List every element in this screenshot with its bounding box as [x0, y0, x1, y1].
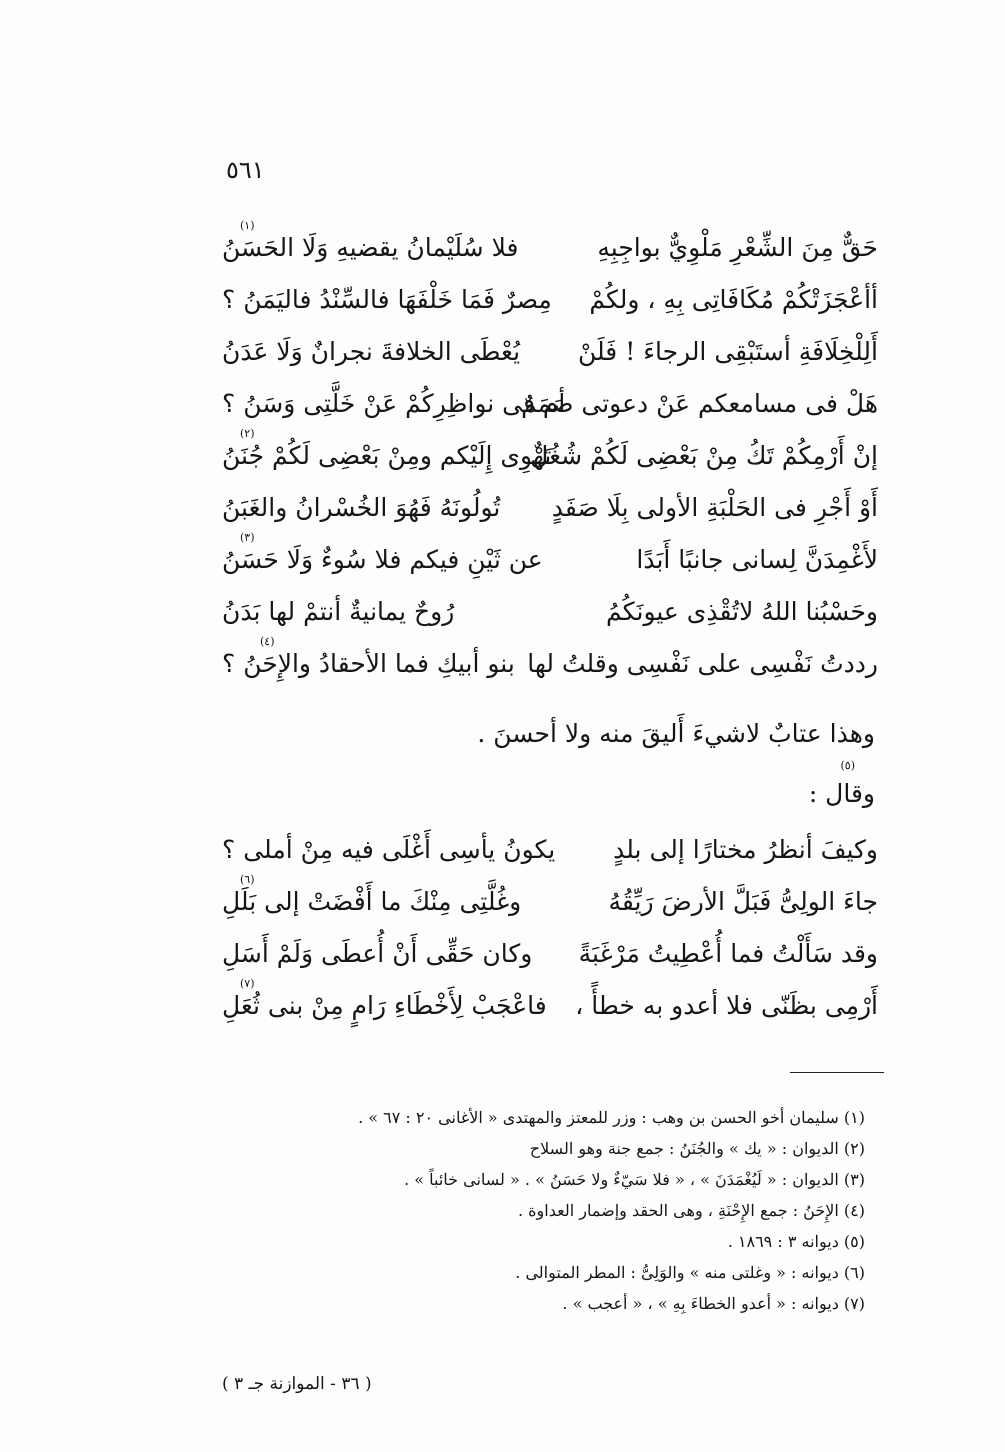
- footnote: (٥) ديوانه ٣ : ١٨٦٩ .: [727, 1232, 865, 1251]
- footnote-marker: (٥): [840, 759, 855, 772]
- footnote: (٤) الإِحَنُ : جمع الإِحْنَةِ ، وهى الحقد وإضمار العداوة .: [518, 1201, 865, 1220]
- footnote: (٢) الديوان : « يك » والجُنَنُ : جمع جنة وهو السلاح: [529, 1139, 865, 1158]
- verse-left-hemistich: أم فى نواظِرِكُمْ عَنْ خَلَّتِى وَسَنُ ؟: [222, 389, 566, 418]
- verse-right-hemistich: لأَغْمِدَنَّ لِسانى جانبًا أَبَدًا: [636, 545, 878, 574]
- verse-left-hemistich: وغُلَّتِى مِنْكَ ما أَفْضَتْ إلى بَلَلِ: [222, 887, 522, 916]
- verse-left-hemistich: تُولُونَهُ فَهُوَ الخُسْرانُ والغَبَنُ: [222, 493, 501, 522]
- verse-left-hemistich: فاعْجَبْ لِأَخْطَاءِ رَامٍ مِنْ بنى ثُعَلِ: [222, 991, 547, 1020]
- footnote-marker: (٢): [240, 427, 255, 440]
- footnotes: [245, 1102, 865, 1319]
- verse-line: [222, 830, 878, 882]
- page-number: ٥٦١: [226, 156, 265, 184]
- verse-line: [222, 219, 878, 280]
- verse-right-hemistich: وقد سَأَلْتُ فما أُعْطِيتُ مَرْغَبَةً: [578, 939, 878, 968]
- verse-line: [222, 934, 878, 986]
- verse-line: [222, 332, 878, 384]
- verse-line: [222, 592, 878, 644]
- footnote: (٣) الديوان : « لَيُغْمَدَنَ » ، « فلا سَيّءٌ ولا حَسَنُ » . « لسانى خائباً » .: [404, 1170, 865, 1189]
- verse-right-hemistich: جاءَ الولِىُّ فَبَلَّ الأرضَ رَيِّقُهُ: [608, 887, 878, 916]
- verse-left-hemistich: يكونُ يأسِى أَغْلَى فيه مِنْ أملى ؟: [222, 835, 556, 864]
- verse-right-hemistich: وكيفَ أنظرُ مختارًا إلى بلدٍ: [613, 835, 878, 864]
- footnote-marker: (٤): [260, 635, 275, 648]
- footnote-marker: (٦): [240, 873, 255, 886]
- footnote-divider: [790, 1072, 884, 1073]
- verse-right-hemistich: أأعْجَزَتْكُمْ مُكَافَاتِى بِهِ ، ولكُمْ: [589, 285, 878, 314]
- verse-line: [222, 977, 878, 1038]
- prose-line: وقال :: [808, 779, 875, 808]
- verse-left-hemistich: مِصرٌ فَمَا خَلْفَهَا فالسِّنْدُ فاليَمَنُ ؟: [222, 285, 552, 314]
- verse-left-hemistich: وكان حَقِّى أَنْ أُعطَى وَلَمْ أَسَلِ: [222, 939, 533, 968]
- verse-line: [222, 531, 878, 592]
- verse-right-hemistich: رددتُ نَفْسِى على نَفْسِى وقلتُ لها: [527, 649, 878, 678]
- verse-line: [222, 873, 878, 934]
- verse-right-hemistich: حَقٌّ مِنَ الشِّعْرِ مَلْوِيٌّ بواجِبِهِ: [597, 233, 878, 262]
- verse-right-hemistich: وحَسْبُنا اللهُ لاتُقْذِى عيونَكُمُ: [606, 597, 878, 626]
- footnote: (٦) ديوانه : « وغلتى منه » والوَلِىُّ : المطر المتوالى .: [515, 1263, 865, 1282]
- poem-second: [222, 830, 878, 1038]
- verse-left-hemistich: تَهْوِى إِلَيْكم ومِنْ بَعْضِى لَكُمْ جُنَنُ: [222, 441, 552, 470]
- footnote: (١) سليمان أخو الحسن بن وهب : وزر للمعتز والمهتدى « الأغانى ٢٠ : ٦٧ » .: [358, 1108, 865, 1127]
- verse-line: [222, 384, 878, 436]
- footnote-marker: (١): [240, 219, 255, 232]
- verse-right-hemistich: أَوْ أَجْرِ فى الحَلْبَةِ الأولى بِلَا صَفَدٍ: [551, 493, 878, 522]
- verse-line: [222, 427, 878, 488]
- footnote: (٧) ديوانه : « أعدو الخطاءَ بِهِ » ، « أعجب » .: [562, 1294, 865, 1313]
- verse-left-hemistich: بنو أبيكِ فما الأحقادُ والإِحَنُ ؟: [222, 649, 515, 678]
- poem-first: [222, 219, 878, 696]
- signature-mark: ( ٣٦ - الموازنة جـ ٣ ): [222, 1374, 372, 1394]
- verse-right-hemistich: إنْ أَرْمِكُمْ تَكُ مِنْ بَعْضِى لَكُمْ شُغُلٌ: [530, 441, 878, 470]
- verse-line: [222, 280, 878, 332]
- verse-left-hemistich: يُعْطَى الخلافةَ نجرانٌ وَلَا عَدَنُ: [222, 337, 521, 366]
- prose-line: وهذا عتابٌ لاشيءَ أَليقَ منه ولا أحسنَ .: [477, 719, 875, 748]
- footnote-marker: (٣): [240, 531, 255, 544]
- verse-line: [222, 488, 878, 540]
- verse-right-hemistich: هَلْ فى مسامعكم عَنْ دعوتى صَمَمٌ: [521, 389, 878, 418]
- verse-right-hemistich: أَرْمِى بظَنّى فلا أعدو به خطأً ،: [575, 991, 878, 1020]
- verse-left-hemistich: رُوحٌ يمانيةٌ أنتمْ لها بَدَنُ: [222, 597, 455, 626]
- verse-right-hemistich: أَلِلْخِلَافَةِ أستَبْقِى الرجاءَ ! فَلَنْ: [578, 337, 878, 366]
- verse-left-hemistich: فلا سُلَيْمانُ يقضيهِ وَلَا الحَسَنُ: [222, 233, 519, 262]
- verse-left-hemistich: عن ثَيْنِ فيكم فلا سُوءٌ وَلَا حَسَنُ: [222, 545, 543, 574]
- verse-line: [222, 635, 878, 696]
- footnote-marker: (٧): [240, 977, 255, 990]
